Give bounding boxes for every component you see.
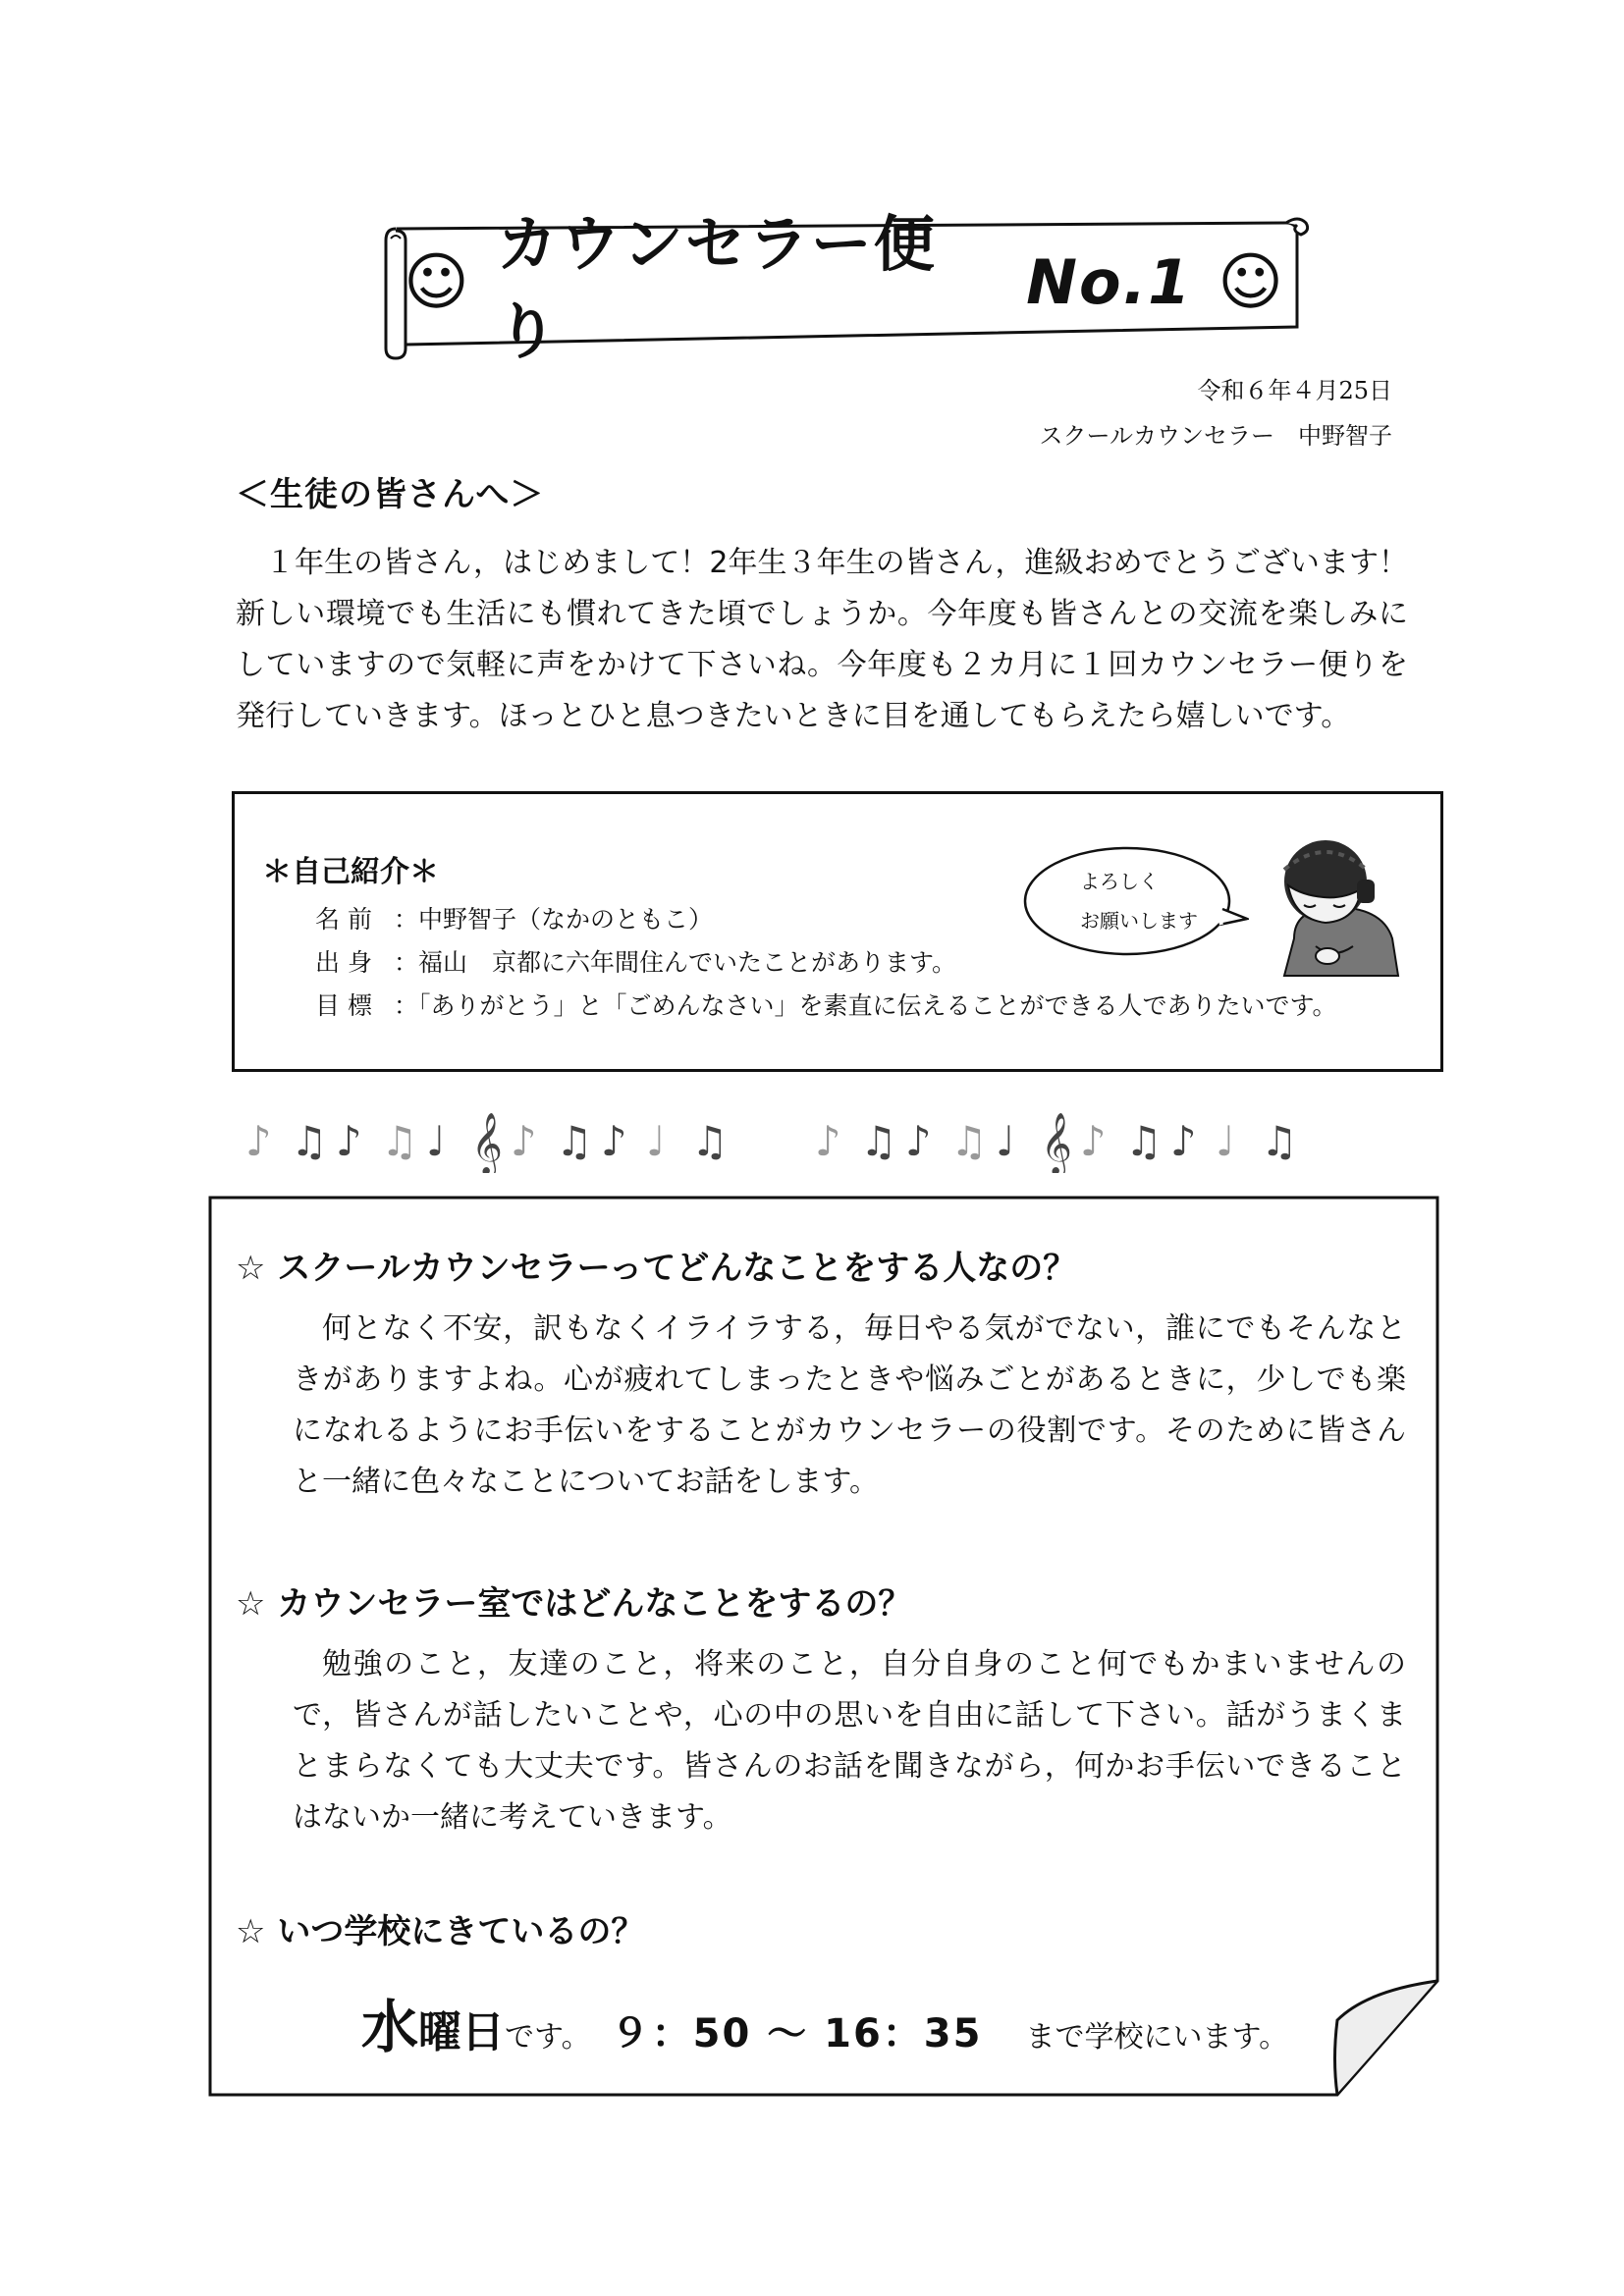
intro-row-name: 名前 ：中野智子（なかのともこ） [315, 898, 1337, 941]
bowing-person-icon [1255, 830, 1414, 980]
schedule-tail: まで学校にいます。 [1025, 2020, 1289, 2055]
schedule-line [361, 1981, 1288, 2063]
section-body-role: 何となく不安，訳もなくイライラする，毎日やる気がでない，誰にでもそんなときがありますよね。心が疲れてしまったときや悩みごとがあるときに，少しでも楽になれるようにお手伝いをすることがカウンセラーの役割です。そのために皆さんと一緒に色々なことについてお話をします。 [293, 1311, 1406, 1499]
speech-bubble [1021, 844, 1249, 958]
music-note-icon: ♪ [1080, 1117, 1107, 1165]
schedule-day-suffix: 曜日 [418, 2007, 506, 2057]
intro-label: 出身 [315, 948, 381, 977]
bubble-line-2: お願いします [1080, 909, 1198, 933]
music-note-icon: ♪ [815, 1117, 841, 1165]
info-sheet [208, 1196, 1439, 2097]
bowing-person-illustration [1255, 830, 1414, 980]
issue-number: No.1 [1026, 246, 1193, 318]
music-note-icon: ♫ [1125, 1117, 1163, 1165]
title-banner [378, 201, 1311, 367]
self-intro-heading: ＊自己紹介＊ [262, 855, 439, 889]
music-note-icon: ♪ [1170, 1117, 1197, 1165]
music-note-icon: ♪ [245, 1117, 272, 1165]
greeting-body: １年生の皆さん，はじめまして！2年生３年生の皆さん，進級おめでとうございます！新しい環境でも生活にも慣れてきた頃でしょうか。今年度も皆さんとの交流を楽しみにしていますので気軽に声をかけて下さいね。今年度も２カ月に１回カウンセラー便りを発行していきます。ほっとひと息つきたいときに目を通してもらえたら嬉しいです。 [236, 546, 1408, 733]
music-note-icon: ♩ [426, 1117, 446, 1165]
schedule-desu: です。 [505, 2020, 591, 2055]
intro-value: 福山 京都に六年間住んでいたことがあります。 [418, 948, 957, 977]
music-note-icon: ♪ [905, 1117, 932, 1165]
intro-label: 目標 [315, 991, 381, 1020]
schedule-time: ９：50 ～ 16：35 [610, 2011, 983, 2056]
music-note-icon: ♫ [950, 1117, 988, 1165]
music-note-icon: 𝄞 [471, 1112, 503, 1173]
smiley-icon: ☺ [404, 245, 471, 319]
music-note-icon: ♩ [996, 1117, 1015, 1165]
greeting-heading: ＜生徒の皆さんへ＞ [236, 475, 545, 514]
intro-value: 中野智子（なかのともこ） [418, 905, 714, 934]
music-note-icon: ♫ [691, 1117, 729, 1165]
music-note-icon: ♫ [1261, 1117, 1298, 1165]
music-note-icon: ♫ [556, 1117, 593, 1165]
bubble-line-1: よろしく [1080, 870, 1159, 893]
intro-value: 「ありがとう」と「ごめんなさい」を素直に伝えることができる人でありたいです。 [418, 991, 1337, 1020]
music-note-icon: ♩ [646, 1117, 666, 1165]
music-notes-divider [245, 1104, 1365, 1173]
author-line: スクールカウンセラー 中野智子 [1039, 422, 1392, 450]
section-heading-room: ☆ カウンセラー室ではどんなことをするの？ [236, 1584, 912, 1624]
music-note-icon: ♪ [511, 1117, 537, 1165]
music-note-icon: 𝄞 [1041, 1112, 1072, 1173]
section-heading-role: ☆ スクールカウンセラーってどんなことをする人なの？ [236, 1249, 1077, 1288]
music-notes-icon [245, 1104, 1365, 1173]
issue-date: 令和６年４月25日 [1197, 377, 1392, 404]
music-note-icon: ♩ [1216, 1117, 1235, 1165]
smiley-icon: ☺ [1218, 245, 1285, 319]
title-label: カウンセラー便り [496, 207, 937, 367]
intro-row-hometown: 出身 ：福山 京都に六年間住んでいたことがあります。 [315, 941, 1337, 985]
newsletter-title [378, 201, 1311, 367]
section-body-room: 勉強のこと，友達のこと，将来のこと，自分自身のこと何でもかまいませんので，皆さんが話したいことや，心の中の思いを自由に話して下さい。話がうまくまとまらなくても大丈夫です。皆さんのお話を聞きながら，何かお手伝いできることはないか一緒に考えていきます。 [293, 1647, 1406, 1835]
music-note-icon: ♪ [601, 1117, 627, 1165]
music-note-icon: ♫ [860, 1117, 897, 1165]
music-note-icon: ♫ [291, 1117, 328, 1165]
music-note-icon: ♪ [336, 1117, 362, 1165]
schedule-day-char: 水 [361, 1994, 419, 2060]
section-heading-schedule: ☆ いつ学校にきているの？ [236, 1912, 645, 1951]
music-note-icon: ♫ [381, 1117, 418, 1165]
intro-label: 名前 [315, 905, 381, 934]
intro-row-goal: 目標 ：「ありがとう」と「ごめんなさい」を素直に伝えることができる人でありたいです。 [315, 985, 1337, 1028]
